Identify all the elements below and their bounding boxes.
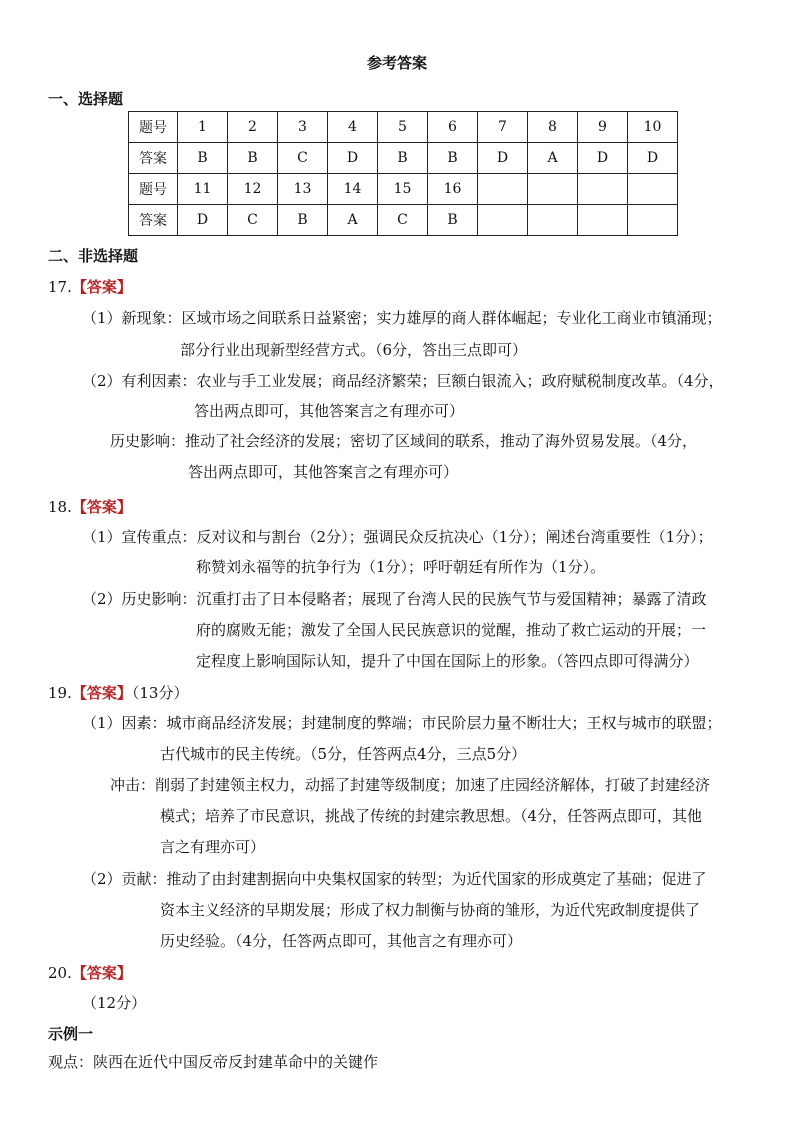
table-cell — [528, 174, 578, 205]
q17-p1-line2: 部分行业出现新型经营方式。（6分，答出三点即可） — [180, 341, 528, 359]
table-cell: B — [178, 143, 228, 174]
q18-p2-line3: 定程度上影响国际认知，提升了中国在国际上的形象。（答四点即可得满分） — [196, 652, 699, 670]
q18-p2-line1: （2）历史影响：沉重打击了日本侵略者；展现了台湾人民的民族气节与爱国精神；暴露了清政 — [82, 590, 707, 608]
table-row-header: 题号 — [129, 174, 178, 205]
answer-tag: 【答案】 — [71, 684, 132, 702]
q19-p3-line3: 历史经验。（4分，任答两点即可，其他言之有理亦可） — [160, 932, 523, 950]
table-cell: 12 — [228, 174, 278, 205]
table-cell: D — [178, 205, 228, 236]
table-cell: B — [428, 205, 478, 236]
q20-example-label: 示例一 — [48, 1025, 94, 1043]
table-cell: 13 — [278, 174, 328, 205]
table-cell — [478, 174, 528, 205]
q17-p1-line1: （1）新现象：区域市场之间联系日益紧密；实力雄厚的商人群体崛起；专业化工商业市镇涌现； — [82, 309, 722, 327]
answer-tag: 【答案】 — [71, 964, 132, 982]
table-cell — [628, 174, 678, 205]
q19-p2-line1: 冲击：削弱了封建领主权力，动摇了封建等级制度；加速了庄园经济解体，打破了封建经济 — [110, 776, 711, 794]
q18-p1-line1: （1）宣传重点：反对议和与割台（2分）；强调民众反抗决心（1分）；阐述台湾重要性（1分）； — [82, 528, 713, 546]
table-cell: 4 — [328, 112, 378, 143]
table-cell — [578, 205, 628, 236]
table-cell — [478, 205, 528, 236]
answer-tag: 【答案】 — [71, 498, 132, 516]
q18-p2-line2: 府的腐败无能；激发了全国人民民族意识的觉醒，推动了救亡运动的开展；一 — [196, 621, 707, 639]
table-cell: D — [628, 143, 678, 174]
section-heading-nonchoice: 二、非选择题 — [48, 247, 139, 265]
score: （13分） — [131, 684, 189, 702]
table-cell: 15 — [378, 174, 428, 205]
q19-p1-line1: （1）因素：城市商品经济发展；封建制度的弊端；市民阶层力量不断壮大；王权与城市的联盟； — [82, 714, 722, 732]
question-number: 17. — [48, 278, 72, 296]
table-cell: 5 — [378, 112, 428, 143]
q17-p3-line1: 历史影响：推动了社会经济的发展；密切了区域间的联系，推动了海外贸易发展。（4分， — [110, 432, 698, 450]
table-cell: 6 — [428, 112, 478, 143]
table-cell: 10 — [628, 112, 678, 143]
table-cell: B — [428, 143, 478, 174]
table-cell: B — [228, 143, 278, 174]
table-cell: 3 — [278, 112, 328, 143]
table-row-header: 答案 — [129, 205, 178, 236]
question-number: 18. — [48, 498, 72, 516]
table-row — [129, 174, 678, 205]
question-20-header — [48, 962, 132, 983]
table-cell: 9 — [578, 112, 628, 143]
table-cell: C — [228, 205, 278, 236]
table-cell: 7 — [478, 112, 528, 143]
table-cell: D — [328, 143, 378, 174]
q18-p1-line2: 称赞刘永福等的抗争行为（1分）；呼吁朝廷有所作为（1分）。 — [196, 558, 606, 576]
table-cell: 16 — [428, 174, 478, 205]
table-cell — [528, 205, 578, 236]
table-row-header: 题号 — [129, 112, 178, 143]
table-cell: C — [278, 143, 328, 174]
q19-p1-line2: 古代城市的民主传统。（5分，任答两点4分，三点5分） — [160, 745, 527, 763]
answer-tag: 【答案】 — [71, 278, 132, 296]
q17-p2-line1: （2）有利因素：农业与手工业发展；商品经济繁荣；巨额白银流入；政府赋税制度改革。（4分， — [82, 372, 724, 390]
table-cell: 11 — [178, 174, 228, 205]
table-row — [129, 205, 678, 236]
q19-p3-line1: （2）贡献：推动了由封建割据向中央集权国家的转型；为近代国家的形成奠定了基础；促进了 — [82, 870, 707, 888]
table-cell: 14 — [328, 174, 378, 205]
table-cell — [578, 174, 628, 205]
table-cell: C — [378, 205, 428, 236]
table-cell: 2 — [228, 112, 278, 143]
table-cell: A — [528, 143, 578, 174]
q20-score: （12分） — [82, 994, 147, 1012]
table-cell: D — [578, 143, 628, 174]
table-cell: 8 — [528, 112, 578, 143]
table-cell: B — [278, 205, 328, 236]
answer-table — [128, 111, 678, 236]
q19-p3-line2: 资本主义经济的早期发展；形成了权力制衡与协商的雏形，为近代宪政制度提供了 — [160, 901, 701, 919]
question-17-header — [48, 276, 132, 297]
question-number: 20. — [48, 964, 72, 982]
table-cell: 1 — [178, 112, 228, 143]
q17-p2-line2: 答出两点即可，其他答案言之有理亦可） — [194, 402, 465, 420]
page-title: 参考答案 — [366, 54, 427, 72]
table-cell — [628, 205, 678, 236]
question-number: 19. — [48, 684, 72, 702]
question-18-header — [48, 496, 132, 517]
q17-p3-line2: 答出两点即可，其他答案言之有理亦可） — [188, 463, 459, 481]
table-row-header: 答案 — [129, 143, 178, 174]
table-cell: A — [328, 205, 378, 236]
table-row — [129, 112, 678, 143]
table-cell: D — [478, 143, 528, 174]
question-19-header — [48, 682, 188, 703]
section-heading-choice: 一、选择题 — [48, 90, 124, 108]
q19-p2-line2: 模式；培养了市民意识，挑战了传统的封建宗教思想。（4分，任答两点即可，其他 — [160, 807, 703, 825]
table-cell: B — [378, 143, 428, 174]
q19-p2-line3: 言之有理亦可） — [160, 838, 266, 856]
table-row — [129, 143, 678, 174]
q20-view-line: 观点：陕西在近代中国反帝反封建革命中的关键作 — [48, 1053, 379, 1071]
